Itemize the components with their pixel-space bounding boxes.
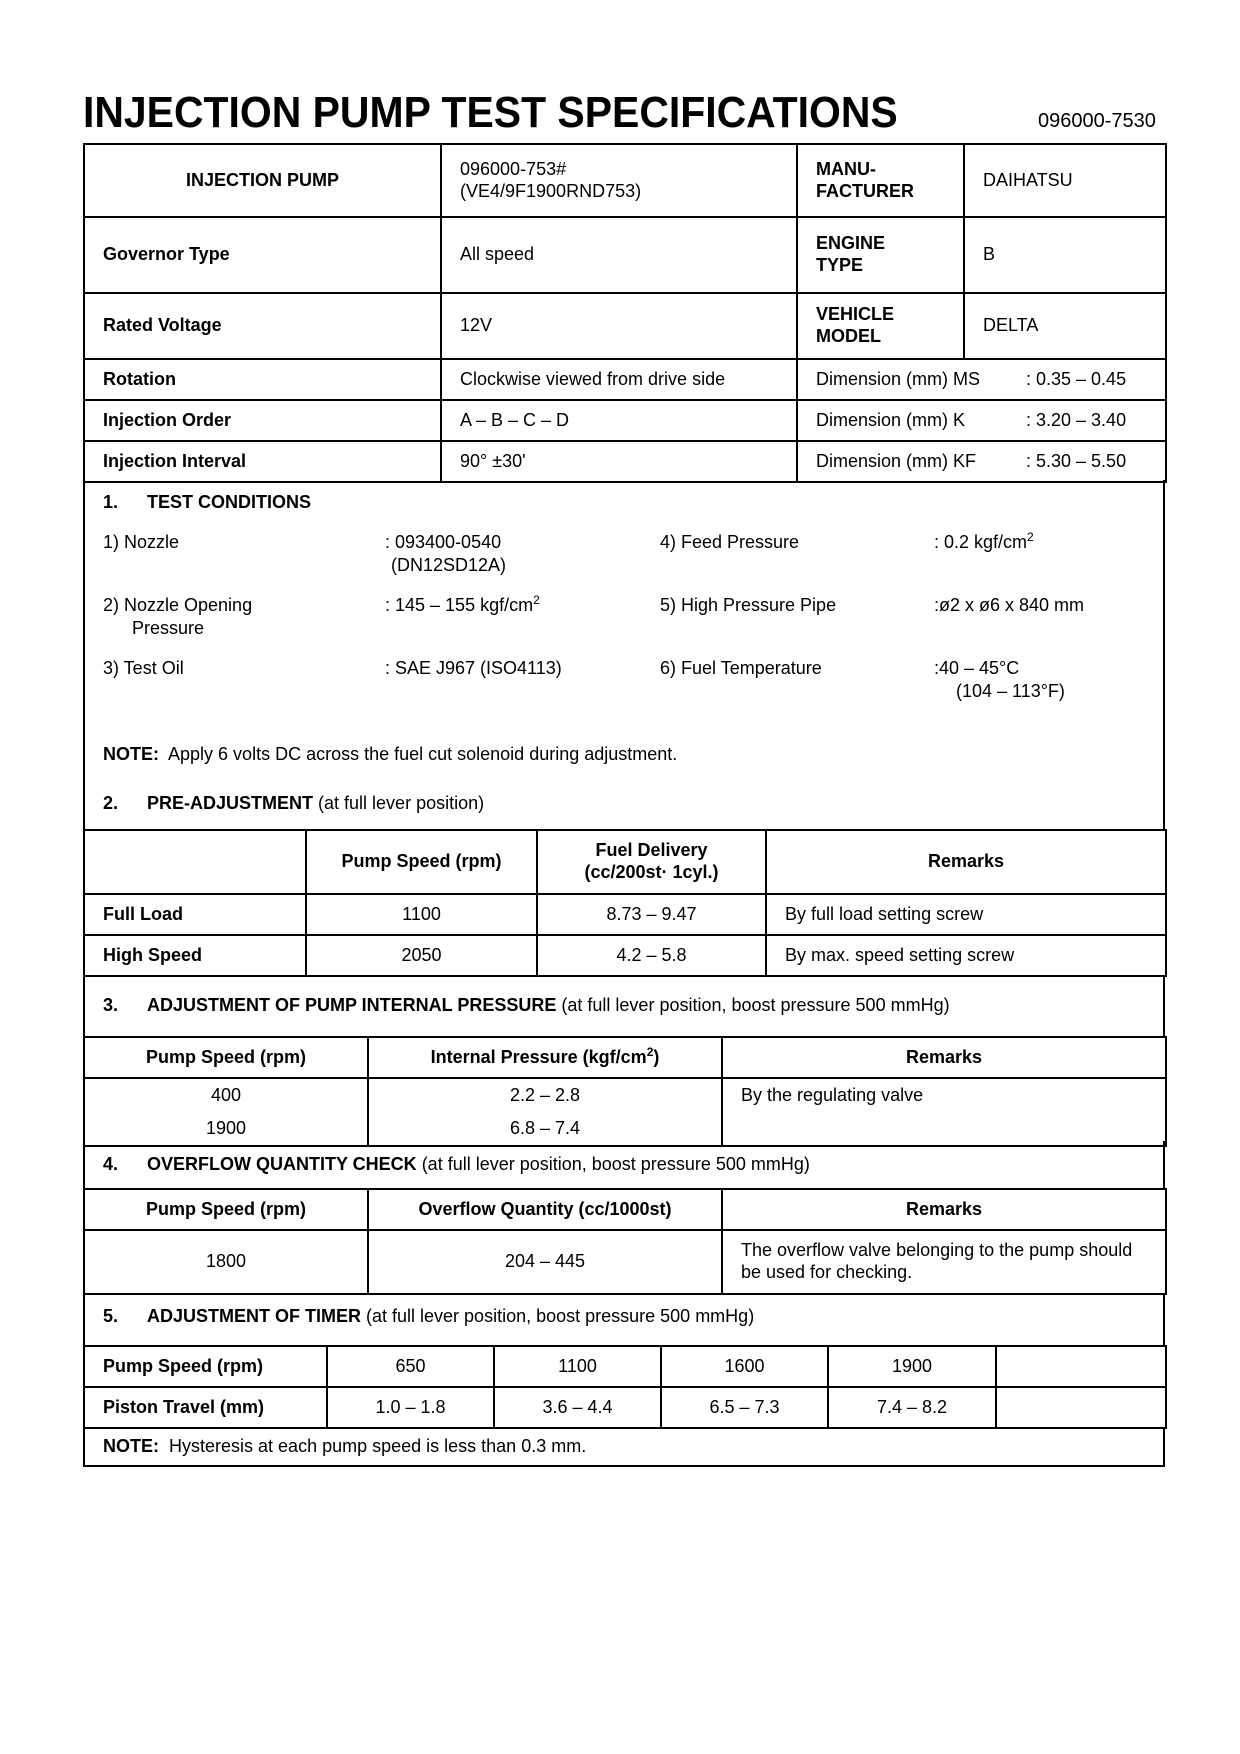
high-pressure-pipe-value: :ø2 x ø6 x 840 mm [934, 595, 1085, 615]
overflow-heading: 4. OVERFLOW QUANTITY CHECK (at full lever position, boost pressure 500 mmHg) [103, 1154, 810, 1174]
timer-note-row [83, 1427, 1165, 1467]
col-remarks: Remarks [722, 1037, 1166, 1078]
timer-heading-row [83, 1293, 1165, 1345]
order-label: Injection Order [84, 400, 441, 441]
rotation-label: Rotation [84, 359, 441, 400]
document-code: 096000-7530 [1038, 110, 1156, 132]
col-overflow-quantity: Overflow Quantity (cc/1000st) [368, 1189, 722, 1230]
opening-pressure-value: : 145 – 155 kgf/$cm^2$ [385, 593, 540, 615]
info-table [83, 143, 1167, 483]
fuel-temperature-label: 6) Fuel Temperature [660, 658, 822, 678]
overflow-heading-row [83, 1141, 1165, 1188]
col-pump-speed: Pump Speed (rpm) [84, 1037, 368, 1078]
voltage-value: 12V [441, 293, 797, 359]
timer-table [83, 1345, 1167, 1429]
test-conditions-section [83, 480, 1165, 829]
fuel-temperature-value: :40 – 45°C (104 – 113°F) [934, 658, 1065, 701]
table-row: Pump Speed (rpm) 650 1100 1600 1900 [84, 1346, 1166, 1387]
col-remarks: Remarks [722, 1189, 1166, 1230]
pump-label: INJECTION PUMP [84, 144, 441, 217]
table-row: Piston Travel (mm) 1.0 – 1.8 3.6 – 4.4 6.5 – 7.3 7.4 – 8.2 [84, 1387, 1166, 1428]
col-internal-pressure: Internal Pressure $(kgf/cm^2)$ [368, 1037, 722, 1078]
high-pressure-pipe-label: 5) High Pressure Pipe [660, 595, 837, 615]
opening-pressure-label: 2) Nozzle Opening Pressure [103, 595, 253, 638]
col-fuel-delivery: Fuel Delivery (cc/200st· 1cyl.) [537, 830, 766, 894]
engine-label: ENGINE TYPE [797, 217, 964, 293]
feed-pressure-value: : 0.2 kgf/$cm^2$ [934, 530, 1034, 552]
col-remarks: Remarks [766, 830, 1166, 894]
col-pump-speed: Pump Speed (rpm) [306, 830, 537, 894]
test-conditions-note: NOTE: Apply 6 volts DC across the fuel cut solenoid during adjustment. [103, 744, 678, 764]
engine-value: B [964, 217, 1166, 293]
rotation-value: Clockwise viewed from drive side [441, 359, 797, 400]
internal-pressure-heading-row [83, 975, 1165, 1036]
dimension-ms: Dimension (mm) MS : 0.35 – 0.45 [797, 359, 1166, 400]
order-value: A – B – C – D [441, 400, 797, 441]
voltage-label: Rated Voltage [84, 293, 441, 359]
internal-pressure-heading: 3. ADJUSTMENT OF PUMP INTERNAL PRESSURE (at full lever position, boost pressure 500 mmHg) [103, 995, 950, 1015]
nozzle-value: : 093400-0540 (DN12SD12A) [385, 532, 507, 575]
governor-label: Governor Type [84, 217, 441, 293]
vehicle-value: DELTA [964, 293, 1166, 359]
table-row: 400 1900 2.2 – 2.8 6.8 – 7.4 By the regulating valve [84, 1078, 1166, 1146]
pre-adjustment-heading: 2. PRE-ADJUSTMENT (at full lever position) [103, 793, 485, 813]
nozzle-label: 1) Nozzle [103, 532, 180, 552]
col-pump-speed: Pump Speed (rpm) [84, 1189, 368, 1230]
feed-pressure-label: 4) Feed Pressure [660, 532, 800, 552]
blank-header-cell [84, 830, 306, 894]
overflow-table [83, 1188, 1167, 1295]
internal-pressure-table [83, 1036, 1167, 1147]
test-oil-value: : SAE J967 (ISO4113) [385, 658, 562, 678]
manufacturer-label: MANU- FACTURER [797, 144, 964, 217]
interval-label: Injection Interval [84, 441, 441, 482]
table-row: 1800 204 – 445 The overflow valve belonging to the pump should be used for checking. [84, 1230, 1166, 1294]
dimension-kf: Dimension (mm) KF : 5.30 – 5.50 [797, 441, 1166, 482]
manufacturer-value: DAIHATSU [964, 144, 1166, 217]
table-row: High Speed 2050 4.2 – 5.8 By max. speed setting screw [84, 935, 1166, 976]
timer-note: NOTE: Hysteresis at each pump speed is less than 0.3 mm. [103, 1436, 587, 1456]
interval-value: 90° ±30' [441, 441, 797, 482]
test-oil-label: 3) Test Oil [103, 658, 184, 678]
table-row: Full Load 1100 8.73 – 9.47 By full load setting screw [84, 894, 1166, 935]
page-title: INJECTION PUMP TEST SPECIFICATIONS [83, 88, 898, 137]
pre-adjustment-table [83, 829, 1167, 977]
test-conditions-heading: 1. TEST CONDITIONS [103, 492, 312, 512]
dimension-k: Dimension (mm) K : 3.20 – 3.40 [797, 400, 1166, 441]
pump-value: 096000-753# (VE4/9F1900RND753) [441, 144, 797, 217]
governor-value: All speed [441, 217, 797, 293]
vehicle-label: VEHICLE MODEL [797, 293, 964, 359]
timer-heading: 5. ADJUSTMENT OF TIMER (at full lever position, boost pressure 500 mmHg) [103, 1306, 755, 1326]
